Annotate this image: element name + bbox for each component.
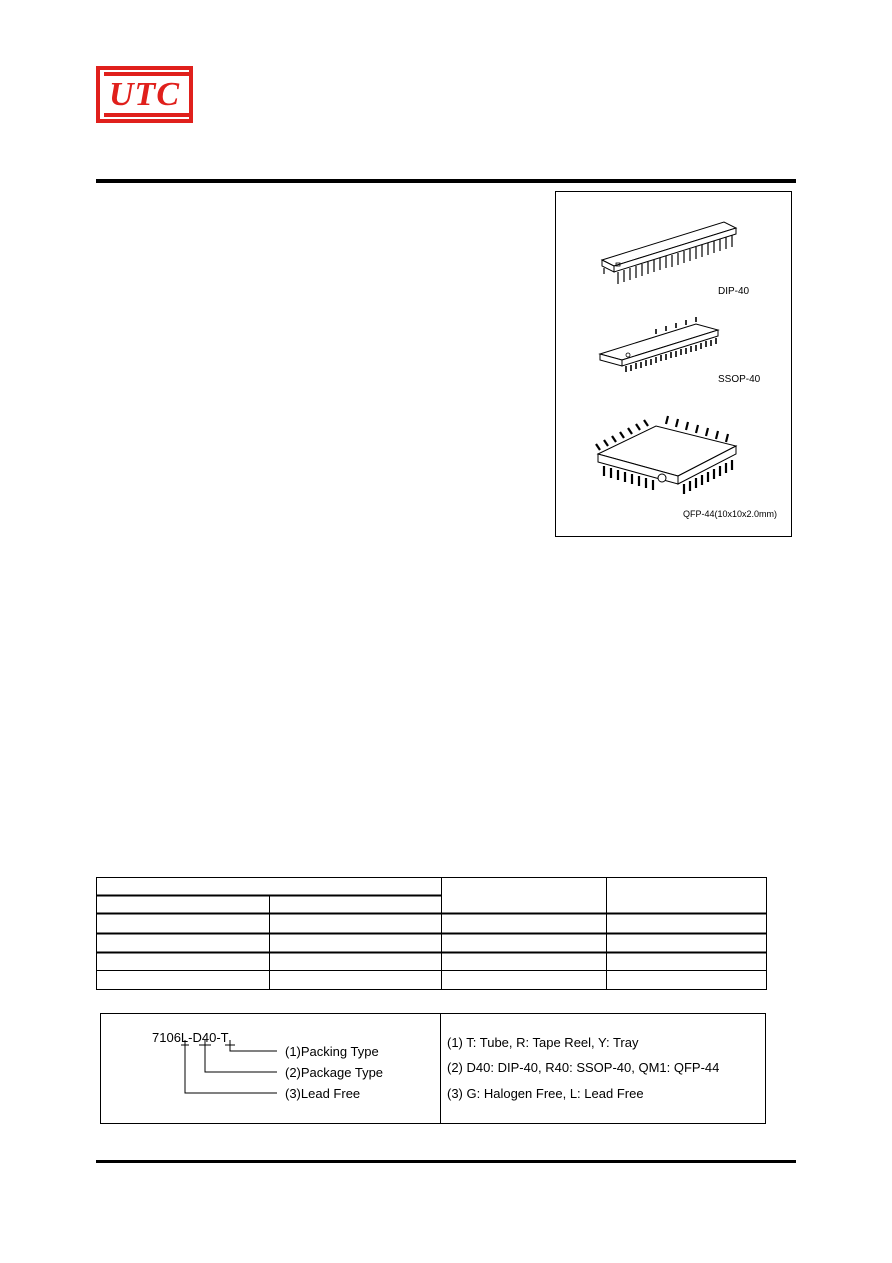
note-packing-type: (1) T: Tube, R: Tape Reel, Y: Tray — [447, 1035, 639, 1050]
logo-inner — [100, 70, 189, 119]
qfp-44-label: QFP-44(10x10x2.0mm) — [683, 509, 778, 519]
part-number: 7106L-D40-T — [152, 1030, 229, 1045]
logo-bottom-band — [104, 113, 193, 117]
ssop-40-label: SSOP-40 — [718, 374, 761, 385]
dip-40-label: DIP-40 — [718, 286, 750, 297]
qfp-44-package-image — [586, 406, 746, 506]
note-package-type: (2) D40: DIP-40, R40: SSOP-40, QM1: QFP-44 — [447, 1060, 720, 1075]
footer-rule — [96, 1160, 796, 1163]
legend-packing-type: (1)Packing Type — [285, 1044, 379, 1059]
ordering-information-table — [96, 877, 767, 990]
legend-lead-free: (3)Lead Free — [285, 1086, 361, 1101]
part-number-decoder — [100, 1013, 766, 1124]
dip-40-package-image — [596, 212, 756, 292]
package-illustration-box — [555, 191, 792, 537]
decoder-divider — [440, 1014, 441, 1123]
utc-logo — [96, 66, 193, 123]
legend-package-type: (2)Package Type — [285, 1065, 384, 1080]
logo-text: UTC — [109, 76, 180, 113]
header-rule — [96, 179, 796, 183]
ssop-40-package-image — [596, 310, 736, 380]
note-lead-free: (3) G: Halogen Free, L: Lead Free — [447, 1086, 644, 1101]
part-number-callout-lines — [101, 1014, 440, 1123]
